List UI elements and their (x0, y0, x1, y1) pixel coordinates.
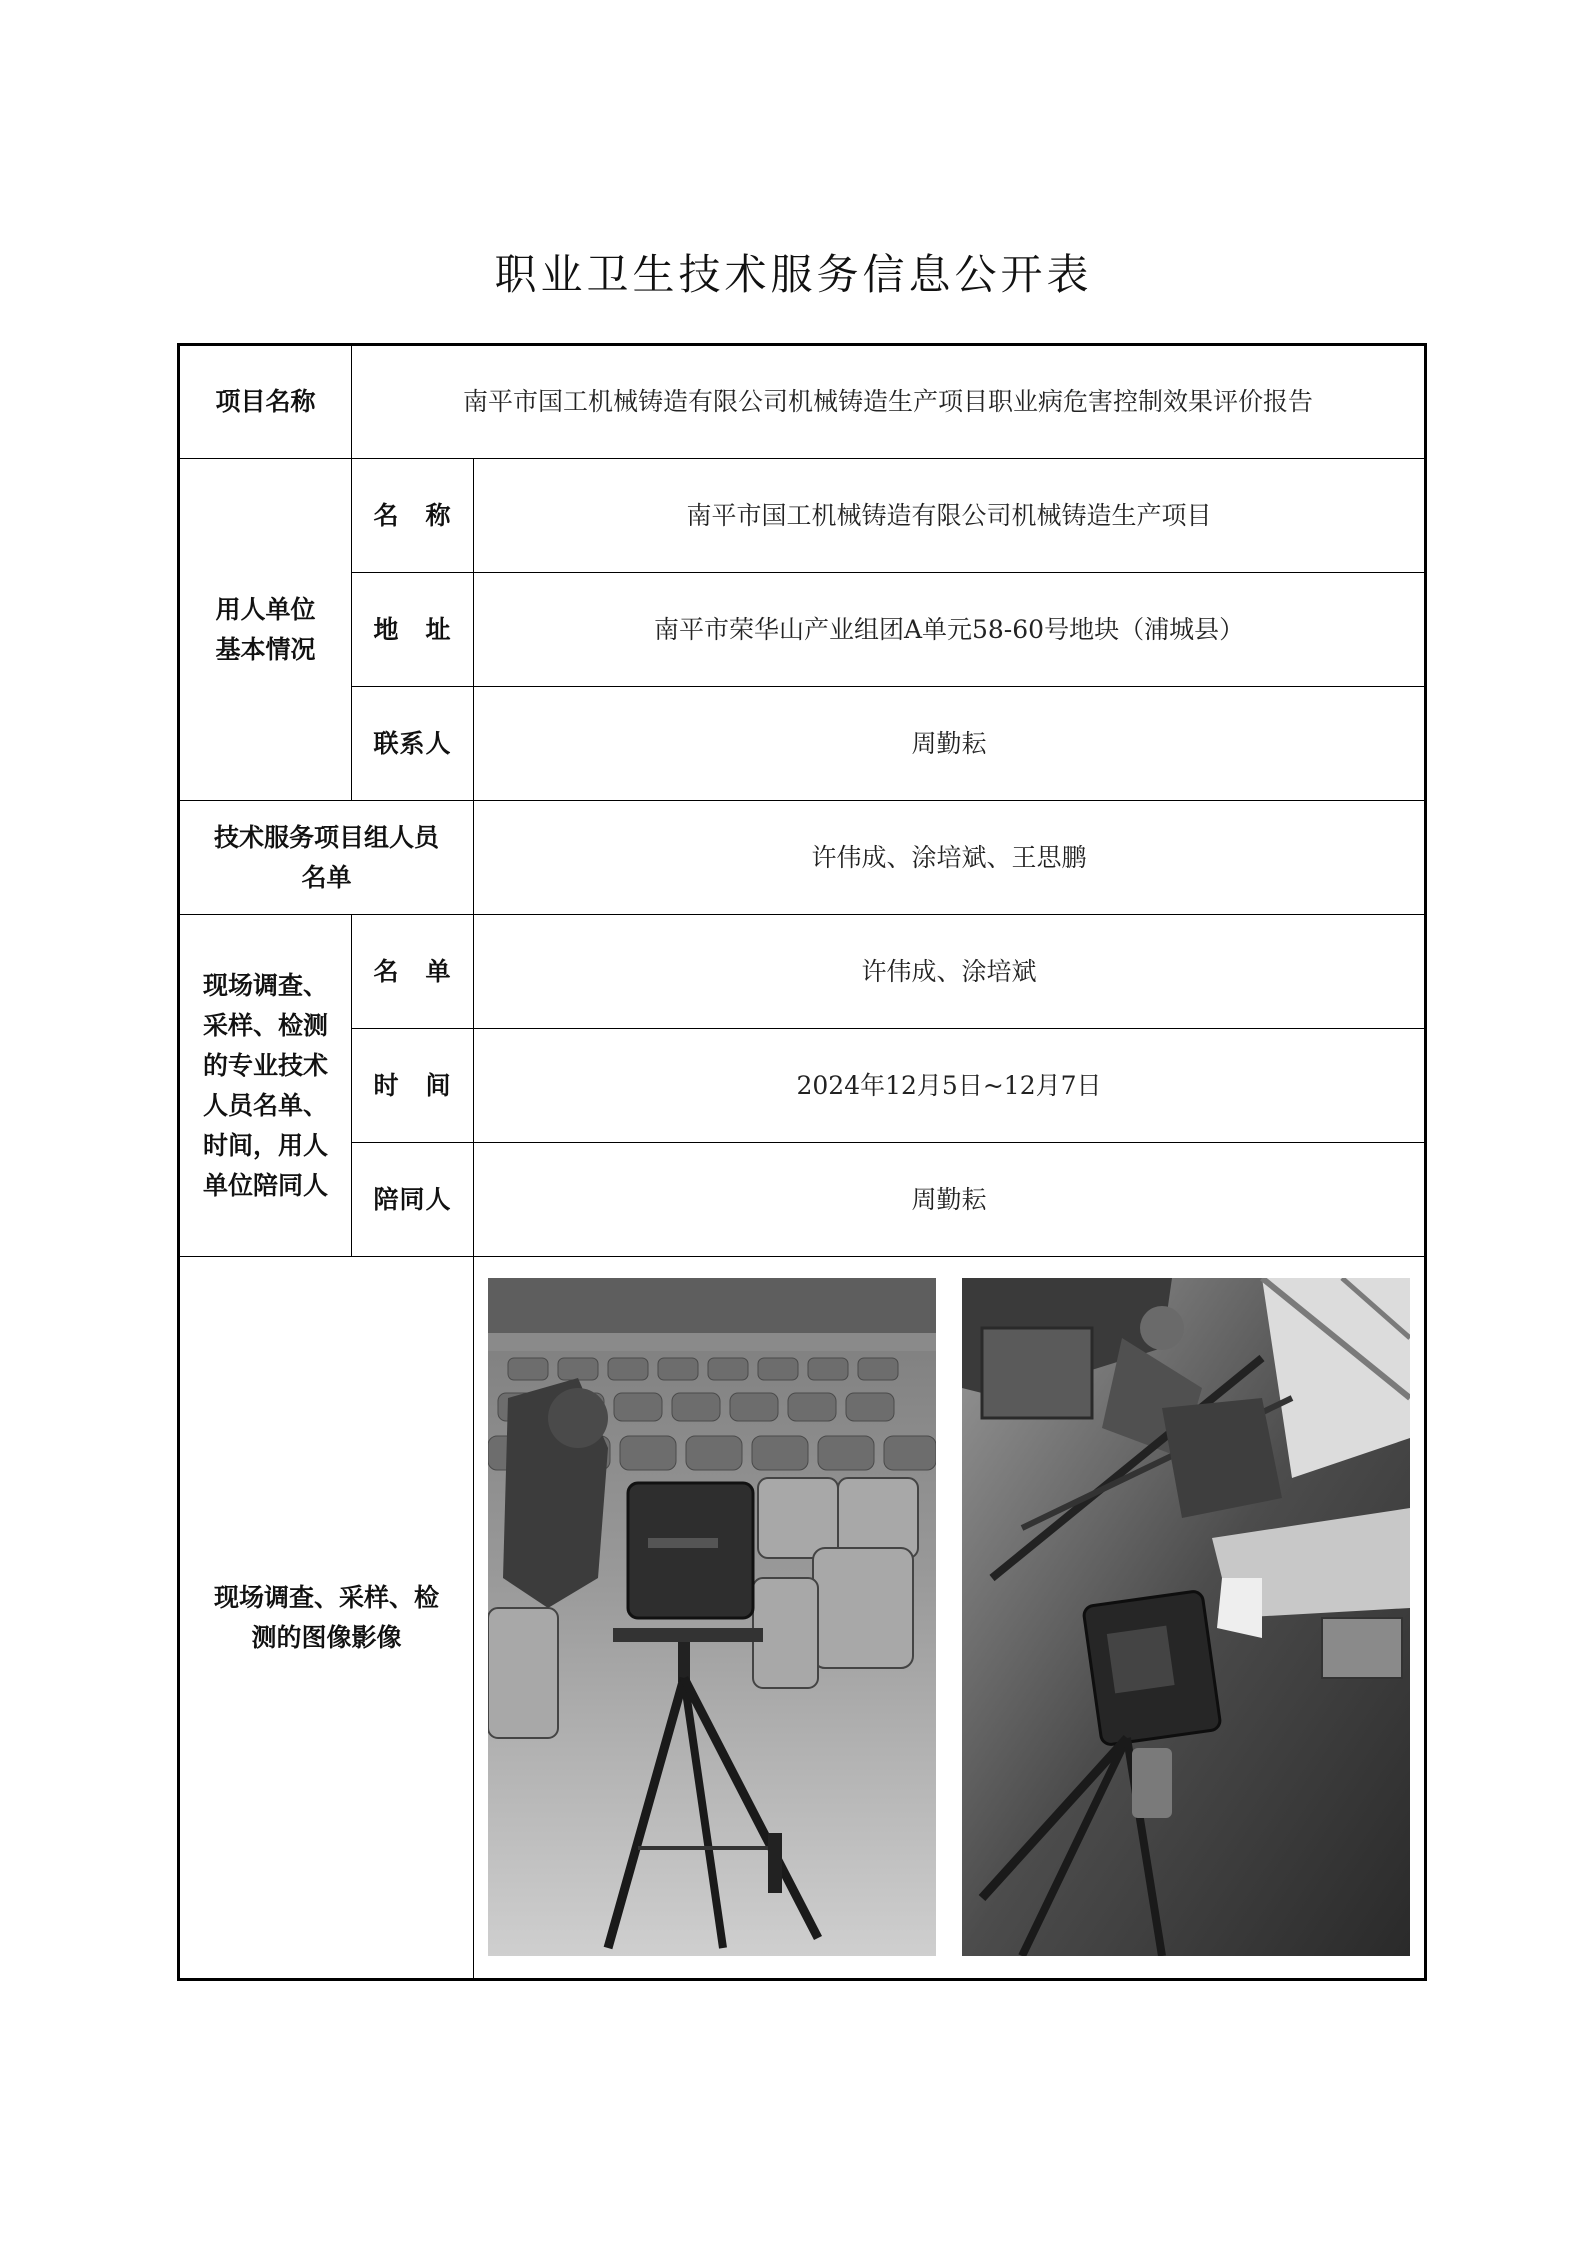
row-survey-list (179, 915, 1426, 1029)
survey-label-line: 单位陪同人 (202, 1170, 328, 1200)
survey-escort-label: 陪同人 (352, 1143, 474, 1257)
photo-row (488, 1278, 1410, 1958)
document-title: 职业卫生技术服务信息公开表 (494, 250, 1093, 299)
images-cell (474, 1257, 1426, 1980)
survey-label-line: 的专业技术 (202, 1050, 328, 1080)
employer-contact-label: 联系人 (352, 687, 474, 801)
team-label-line1: 技术服务项目组人员 (213, 822, 439, 852)
survey-label-line: 采样、检测 (202, 1010, 328, 1040)
employer-section-label (179, 459, 352, 801)
team-label (179, 801, 474, 915)
employer-address-label: 地 址 (352, 573, 474, 687)
survey-time-value: 2024年12月5日~12月7日 (474, 1029, 1426, 1143)
employer-label-line2: 基本情况 (215, 634, 316, 664)
row-team (179, 801, 1426, 915)
survey-list-value: 许伟成、涂培斌 (474, 915, 1426, 1029)
row-images (179, 1257, 1426, 1980)
employer-name-label: 名 称 (352, 459, 474, 573)
site-photo-1-image (488, 1278, 936, 1956)
employer-name-value: 南平市国工机械铸造有限公司机械铸造生产项目 (474, 459, 1426, 573)
images-label (179, 1257, 474, 1980)
images-label-line1: 现场调查、采样、检 (213, 1582, 439, 1612)
employer-label-line1: 用人单位 (215, 594, 316, 624)
site-photo-2-image (962, 1278, 1410, 1956)
images-label-line2: 测的图像影像 (251, 1622, 402, 1652)
project-name-label: 项目名称 (179, 345, 352, 459)
row-employer-name (179, 459, 1426, 573)
site-photo-2 (962, 1278, 1410, 1956)
site-photo-1 (488, 1278, 936, 1956)
project-name-value: 南平市国工机械铸造有限公司机械铸造生产项目职业病危害控制效果评价报告 (352, 345, 1426, 459)
row-employer-address (179, 573, 1426, 687)
employer-contact-value: 周勤耘 (474, 687, 1426, 801)
survey-label-line: 时间，用人 (202, 1130, 328, 1160)
row-employer-contact (179, 687, 1426, 801)
survey-time-label: 时 间 (352, 1029, 474, 1143)
info-table (177, 343, 1427, 1981)
row-survey-escort (179, 1143, 1426, 1257)
survey-escort-value: 周勤耘 (474, 1143, 1426, 1257)
survey-label-line: 现场调查、 (202, 970, 328, 1000)
row-project-name (179, 345, 1426, 459)
survey-list-label: 名 单 (352, 915, 474, 1029)
employer-address-value: 南平市荣华山产业组团A单元58-60号地块（浦城县） (474, 573, 1426, 687)
survey-section-label (179, 915, 352, 1257)
team-label-line2: 名单 (301, 862, 352, 892)
survey-label-line: 人员名单、 (202, 1090, 328, 1120)
team-value: 许伟成、涂培斌、王思鹏 (474, 801, 1426, 915)
row-survey-time (179, 1029, 1426, 1143)
